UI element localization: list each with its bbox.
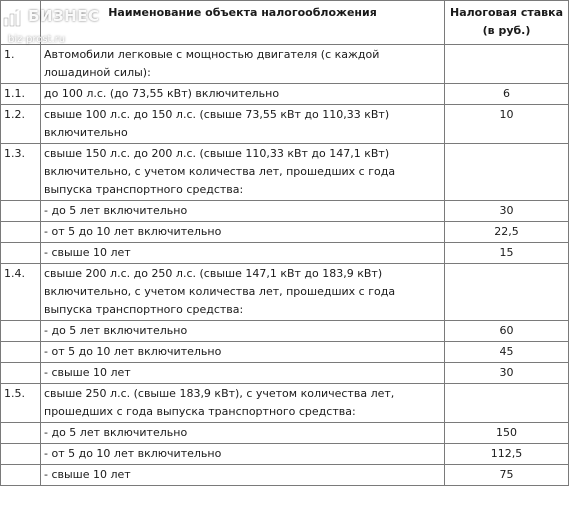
table-body xyxy=(1,45,569,486)
table-row xyxy=(1,105,569,144)
row-number: 1.4. xyxy=(1,264,41,321)
row-rate: 60 xyxy=(445,321,569,342)
table-row xyxy=(1,243,569,264)
row-number xyxy=(1,321,41,342)
row-name: - от 5 до 10 лет включительно xyxy=(41,444,445,465)
row-rate: 30 xyxy=(445,201,569,222)
row-name: - до 5 лет включительно xyxy=(41,423,445,444)
header-name: Наименование объекта налогообложения xyxy=(41,1,445,45)
row-rate: 10 xyxy=(445,105,569,144)
row-name: Автомобили легковые с мощностью двигателя (с каждой лошадиной силы): xyxy=(41,45,445,84)
row-rate: 15 xyxy=(445,243,569,264)
table-row xyxy=(1,144,569,201)
row-number: 1. xyxy=(1,45,41,84)
row-number xyxy=(1,222,41,243)
row-rate: 150 xyxy=(445,423,569,444)
header-number xyxy=(1,1,41,45)
table-row xyxy=(1,363,569,384)
row-name: - до 5 лет включительно xyxy=(41,201,445,222)
row-rate: 6 xyxy=(445,84,569,105)
row-name: - свыше 10 лет xyxy=(41,243,445,264)
row-name: - свыше 10 лет xyxy=(41,363,445,384)
watermark-url: biz-prost.ru xyxy=(8,34,66,45)
header-rate: Налоговая ставка (в руб.) xyxy=(445,1,569,45)
row-number xyxy=(1,465,41,486)
row-number xyxy=(1,201,41,222)
row-name: свыше 100 л.с. до 150 л.с. (свыше 73,55 кВт до 110,33 кВт) включительно xyxy=(41,105,445,144)
row-name: - от 5 до 10 лет включительно xyxy=(41,342,445,363)
table-row xyxy=(1,465,569,486)
row-rate xyxy=(445,264,569,321)
row-number xyxy=(1,444,41,465)
row-number: 1.1. xyxy=(1,84,41,105)
row-rate: 75 xyxy=(445,465,569,486)
row-name: - свыше 10 лет xyxy=(41,465,445,486)
table-row xyxy=(1,264,569,321)
row-rate: 112,5 xyxy=(445,444,569,465)
row-number: 1.5. xyxy=(1,384,41,423)
row-name: до 100 л.с. (до 73,55 кВт) включительно xyxy=(41,84,445,105)
table-row xyxy=(1,201,569,222)
table-row xyxy=(1,444,569,465)
row-name: свыше 200 л.с. до 250 л.с. (свыше 147,1 кВт до 183,9 кВт) включительно, с учетом количества лет, прошедших с года выпуска транспортного средства: xyxy=(41,264,445,321)
row-number xyxy=(1,342,41,363)
row-rate: 45 xyxy=(445,342,569,363)
table-header-row xyxy=(1,1,569,45)
row-rate: 30 xyxy=(445,363,569,384)
row-number xyxy=(1,423,41,444)
row-number xyxy=(1,243,41,264)
row-number: 1.3. xyxy=(1,144,41,201)
row-rate xyxy=(445,144,569,201)
table-row xyxy=(1,45,569,84)
row-name: свыше 150 л.с. до 200 л.с. (свыше 110,33 кВт до 147,1 кВт) включительно, с учетом количества лет, прошедших с года выпуска транспортного средства: xyxy=(41,144,445,201)
watermark-brand: БИЗНЕС xyxy=(28,7,100,25)
row-name: - от 5 до 10 лет включительно xyxy=(41,222,445,243)
table-row xyxy=(1,222,569,243)
row-name: - до 5 лет включительно xyxy=(41,321,445,342)
table-row xyxy=(1,342,569,363)
row-name: свыше 250 л.с. (свыше 183,9 кВт), с учетом количества лет, прошедших с года выпуска транспортного средства: xyxy=(41,384,445,423)
table-row xyxy=(1,423,569,444)
row-number xyxy=(1,363,41,384)
table-row xyxy=(1,384,569,423)
row-rate xyxy=(445,384,569,423)
row-rate xyxy=(445,45,569,84)
table-row xyxy=(1,84,569,105)
row-rate: 22,5 xyxy=(445,222,569,243)
row-number: 1.2. xyxy=(1,105,41,144)
table-row xyxy=(1,321,569,342)
